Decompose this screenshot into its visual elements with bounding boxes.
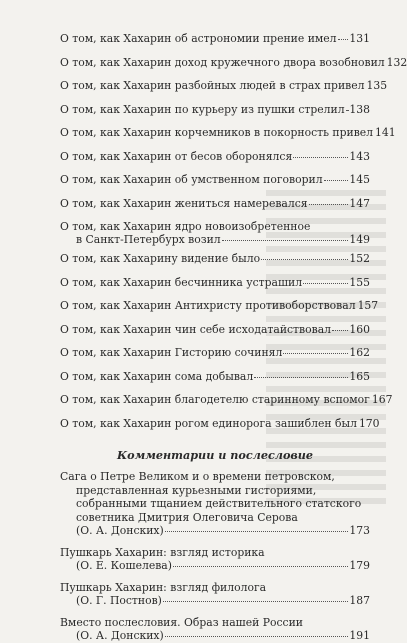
comment-title: Пушкарь Хахарин: взгляд филолога — [60, 580, 267, 594]
comment-entry[interactable] — [60, 581, 370, 608]
toc-title: О том, как Хахарин ядро новоизобретенное — [60, 220, 311, 233]
toc-entry[interactable] — [60, 276, 370, 300]
comment-title-continued: представленная курьезными гисториями, — [76, 483, 317, 497]
toc-title: О том, как Хахарин разбойных людей в страх привел — [60, 79, 365, 92]
toc-entry[interactable] — [60, 32, 370, 56]
toc-entry[interactable] — [60, 416, 380, 441]
toc-page-number: 162 — [349, 346, 370, 359]
dot-leader — [283, 353, 348, 354]
comment-author: (О. Е. Кошелева) — [76, 559, 172, 572]
comment-title-continued: советника Дмитрия Олеговича Серова — [76, 510, 298, 524]
toc-page-number: 160 — [349, 322, 370, 336]
dot-leader — [338, 39, 349, 40]
toc-entry[interactable] — [60, 370, 370, 394]
toc-page-number: 155 — [349, 275, 370, 289]
comment-entry[interactable] — [60, 470, 370, 538]
comment-author: (О. А. Донских) — [76, 629, 164, 642]
toc-title: в Санкт-Петербурх возил — [76, 233, 221, 246]
toc-page-number: 135 — [366, 79, 388, 92]
toc-title: О том, как Хахарин Антихристу противоборствовал — [60, 299, 356, 312]
dot-leader — [165, 636, 349, 637]
toc-page-number: 132 — [386, 55, 407, 69]
toc-page-number: 157 — [357, 299, 379, 312]
toc-title: О том, как Хахарин по курьеру из пушки стрелил — [60, 102, 345, 116]
toc-page-number: 179 — [349, 559, 370, 572]
toc-page-number: 138 — [349, 102, 370, 116]
dot-leader — [293, 157, 348, 158]
dot-leader — [346, 110, 349, 111]
toc-page-number: 187 — [349, 594, 370, 607]
comment-title: Вместо послесловия. Образ нашей России — [60, 615, 303, 629]
dot-leader — [303, 283, 348, 284]
toc-page-number: 173 — [349, 524, 370, 537]
dot-leader — [309, 204, 349, 205]
section-title: Комментарии и послесловие — [116, 448, 314, 462]
dot-leader — [163, 601, 349, 602]
toc-title: О том, как Хахарин об астрономии прение имел — [60, 32, 337, 45]
toc-entry[interactable] — [60, 79, 388, 103]
toc-entry[interactable] — [60, 393, 393, 417]
comment-title-continued: собранными тщанием действительного статского — [76, 497, 362, 510]
toc-title: О том, как Хахарин Гисторию сочинял — [60, 346, 283, 359]
toc-list — [60, 32, 407, 440]
toc-entry[interactable] — [60, 299, 379, 323]
toc-title: О том, как Хахарин корчемников в покорность привел — [60, 126, 374, 139]
toc-page-number: 145 — [349, 173, 370, 186]
comment-title: Пушкарь Хахарин: взгляд историка — [60, 545, 265, 559]
toc-entry[interactable] — [60, 55, 407, 80]
comment-title: Сага о Петре Великом и о времени петровском, — [60, 470, 335, 483]
comments-list — [60, 470, 370, 643]
toc-title: О том, как Хахарин от бесов оборонялся — [60, 149, 293, 163]
toc-title: О том, как Хахарин благодетелю старинному вспомог — [60, 393, 370, 406]
comment-author: (О. А. Донских) — [76, 524, 164, 537]
dot-leader — [173, 566, 348, 567]
toc-page-number: 167 — [371, 393, 393, 406]
toc-title: О том, как Хахарин сома добывал — [60, 369, 254, 383]
toc-page-number: 147 — [349, 196, 370, 210]
comment-author: (О. Г. Постнов) — [76, 594, 162, 607]
dot-leader — [324, 180, 349, 181]
toc-entry[interactable] — [60, 252, 370, 276]
toc-title: О том, как Хахарин об умственном поговорил — [60, 173, 323, 186]
toc-entry[interactable] — [60, 173, 370, 197]
toc-title: О том, как Хахарину видение было — [60, 252, 261, 265]
toc-entry[interactable] — [60, 103, 370, 127]
toc-title: О том, как Хахарин чин себе исходатайствовал — [60, 322, 331, 336]
dot-leader — [165, 531, 349, 532]
toc-entry[interactable] — [60, 197, 370, 221]
toc-entry[interactable] — [60, 346, 370, 370]
toc-title: О том, как Хахарин бесчинника устрашил — [60, 275, 303, 289]
dot-leader — [332, 330, 348, 331]
toc-title: О том, как Хахарин жениться намеревался — [60, 196, 308, 210]
toc-page-number: 141 — [375, 126, 396, 139]
toc-page-number: 170 — [358, 416, 380, 430]
toc-page-number: 152 — [349, 252, 370, 265]
toc-title: О том, как Хахарин доход кружечного двора возобновил — [60, 55, 385, 69]
toc-entry[interactable] — [60, 220, 370, 246]
dot-leader — [261, 259, 348, 260]
toc-title: О том, как Хахарин рогом единорога зашиблен был — [60, 416, 357, 430]
toc-page-number: 143 — [349, 149, 370, 163]
comment-entry[interactable] — [60, 546, 370, 573]
toc-page-number: 149 — [349, 233, 370, 246]
dot-leader — [254, 377, 348, 378]
comment-entry[interactable] — [60, 616, 370, 643]
toc-page-number: 131 — [349, 32, 370, 45]
toc-page-number: 191 — [349, 629, 370, 642]
toc-entry[interactable] — [60, 150, 370, 174]
toc-entry[interactable] — [60, 126, 396, 150]
toc-entry[interactable] — [60, 323, 370, 347]
dot-leader — [222, 240, 349, 241]
toc-page-number: 165 — [349, 369, 370, 383]
